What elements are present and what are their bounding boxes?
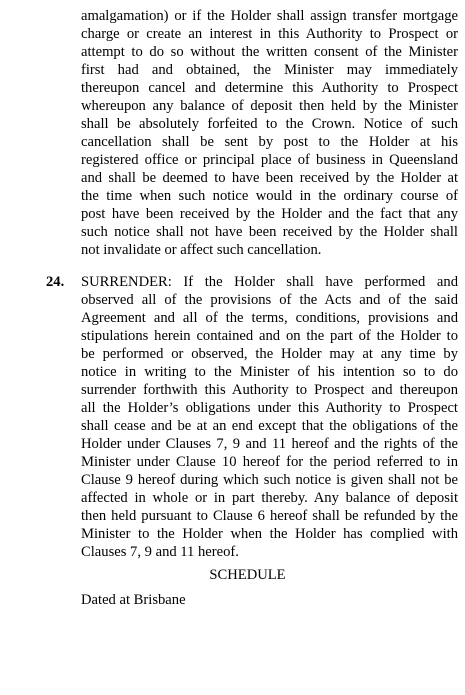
paragraph-line: Holder under Clauses 7, 9 and 11 hereof and the rights of the bbox=[81, 436, 458, 452]
paragraph-line: surrender forthwith this Authority to Prospect and thereupon bbox=[81, 382, 458, 398]
paragraph-line: affected in whole or in part thereby. Any balance of deposit bbox=[81, 490, 458, 506]
paragraph-line: attempt to do so without the written consent of the Minister bbox=[81, 44, 458, 60]
paragraph-line: Minister under Clause 10 hereof for the period referred to in bbox=[81, 454, 458, 470]
paragraph-line: and shall be deemed to have been received by the Holder at bbox=[81, 170, 458, 186]
paragraph-line: thereupon cancel and determine this Authority to Prospect bbox=[81, 80, 458, 96]
paragraph-line: Clause 9 hereof during which such notice is given shall not be bbox=[81, 472, 458, 488]
paragraph-line: the time when such notice would in the ordinary course of bbox=[81, 188, 458, 204]
paragraph-line: shall cease and be at an end except that the obligations of the bbox=[81, 418, 458, 434]
paragraph-line: then held pursuant to Clause 6 hereof shall be refunded by the bbox=[81, 508, 458, 524]
paragraph-line: be performed or observed, the Holder may at any time by bbox=[81, 346, 458, 362]
paragraph-line: amalgamation) or if the Holder shall assign transfer mortgage bbox=[81, 8, 458, 24]
paragraph-line: Clauses 7, 9 and 11 hereof. bbox=[81, 544, 239, 560]
paragraph-line: SURRENDER: If the Holder shall have performed and bbox=[81, 274, 458, 290]
paragraph-line: registered office or principal place of business in Queensland bbox=[81, 152, 458, 168]
paragraph-line: post have been received by the Holder and the fact that any bbox=[81, 206, 458, 222]
paragraph-line: cancellation shall be sent by post to the Holder at his bbox=[81, 134, 458, 150]
paragraph-line: charge or create an interest in this Authority to Prospect or bbox=[81, 26, 458, 42]
paragraph-line: whereupon any balance of deposit then held by the Minister bbox=[81, 98, 458, 114]
paragraph-line: observed all of the provisions of the Acts and of the said bbox=[81, 292, 458, 308]
paragraph-line: Minister to the Holder when the Holder has complied with bbox=[81, 526, 458, 542]
paragraph-line: first had and obtained, the Minister may immediately bbox=[81, 62, 458, 78]
paragraph-line: notice in writing to the Minister of his intention so to do bbox=[81, 364, 458, 380]
paragraph-line: stipulations herein contained and on the part of the Holder to bbox=[81, 328, 458, 344]
paragraph-line: all the Holder’s obligations under this Authority to Prospect bbox=[81, 400, 458, 416]
paragraph-line: shall be absolutely forfeited to the Crown. Notice of such bbox=[81, 116, 458, 132]
schedule-heading: SCHEDULE bbox=[209, 567, 286, 583]
paragraph-line: such notice shall not have been received by the Holder shall bbox=[81, 224, 458, 240]
dated-at-line: Dated at Brisbane bbox=[81, 592, 186, 608]
clause-number: 24. bbox=[46, 274, 65, 290]
paragraph-line: Agreement and all of the terms, conditions, provisions and bbox=[81, 310, 458, 326]
paragraph-line: not invalidate or affect such cancellation. bbox=[81, 242, 322, 258]
